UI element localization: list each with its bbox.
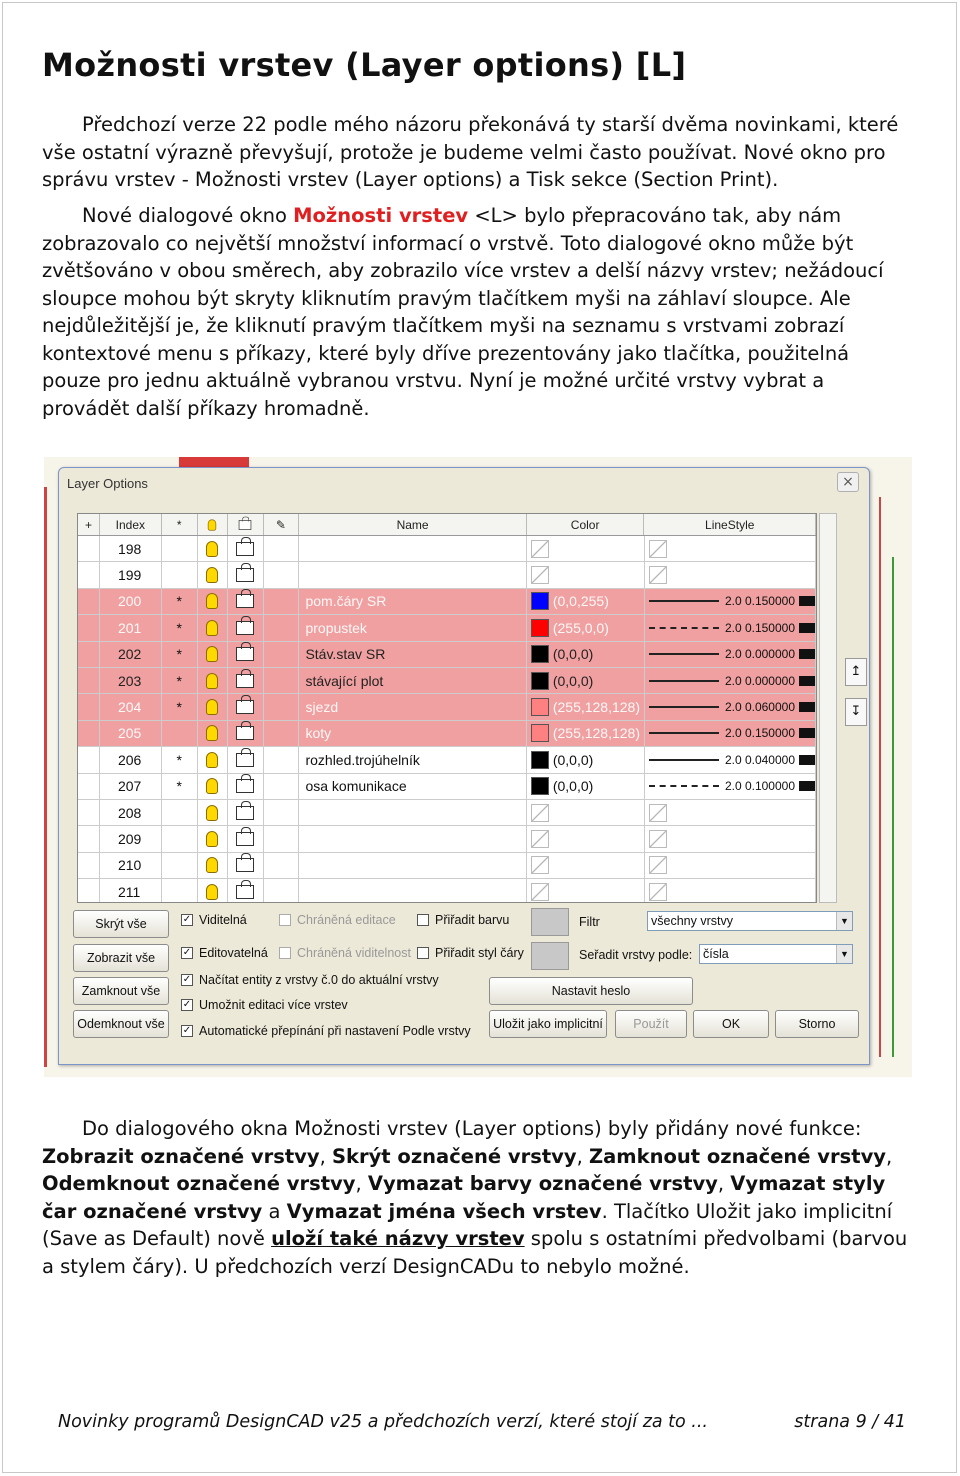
- row-lock[interactable]: [228, 615, 264, 640]
- color-swatch: [531, 724, 549, 742]
- linestyle-sample: [649, 653, 719, 655]
- row-plus: [78, 747, 100, 772]
- table-row[interactable]: [78, 615, 816, 641]
- linestyle-color: [799, 728, 815, 738]
- color-swatch: [531, 619, 549, 637]
- lock-icon: [236, 806, 254, 820]
- cancel-button[interactable]: Storno: [775, 1010, 859, 1038]
- row-index: 210: [100, 853, 162, 878]
- no-color-icon: [531, 540, 549, 558]
- page-title: Možnosti vrstev (Layer options) [L]: [42, 46, 687, 84]
- row-color: (255,0,0): [527, 615, 645, 640]
- no-color-icon: [531, 856, 549, 874]
- row-linestyle: 2.0 0.000000: [645, 668, 817, 693]
- linestyle-sample: [649, 732, 719, 734]
- filter-label: Filtr: [579, 915, 600, 929]
- row-visibility[interactable]: [198, 879, 228, 903]
- row-plus: [78, 774, 100, 799]
- row-index: 208: [100, 800, 162, 825]
- table-row[interactable]: [78, 668, 816, 694]
- row-index: 198: [100, 536, 162, 561]
- row-lock[interactable]: [228, 826, 264, 851]
- col-star[interactable]: *: [162, 514, 198, 535]
- lock-icon: [236, 885, 254, 899]
- auto-switch-checkbox[interactable]: ✓ Automatické přepínání při nastavení Podle vrstvy: [182, 1024, 471, 1038]
- row-current-mark: [162, 721, 198, 746]
- row-current-mark: [162, 800, 198, 825]
- row-name: [299, 562, 526, 587]
- row-linestyle: [645, 826, 817, 851]
- row-current-mark: [162, 879, 198, 903]
- sort-select[interactable]: čísla ▼: [699, 944, 853, 964]
- row-lock[interactable]: [228, 536, 264, 561]
- row-color: (0,0,0): [527, 668, 645, 693]
- linestyle-color: [799, 649, 815, 659]
- row-plus: [78, 879, 100, 903]
- table-row[interactable]: [78, 774, 816, 800]
- row-lock[interactable]: [228, 747, 264, 772]
- bulb-icon: [206, 805, 218, 821]
- row-current-mark: *: [162, 774, 198, 799]
- row-plus: [78, 668, 100, 693]
- hide-all-button[interactable]: Skrýt vše: [73, 910, 169, 938]
- row-color: [527, 853, 645, 878]
- table-row[interactable]: [78, 747, 816, 773]
- footer-title: Novinky programů DesignCAD v25 a předchozích verzí, které stojí za to ...: [58, 1412, 708, 1432]
- row-edit: [264, 668, 300, 693]
- row-linestyle: 2.0 0.040000: [645, 747, 817, 772]
- unlock-all-button[interactable]: Odemknout vše: [73, 1010, 169, 1038]
- row-linestyle: [645, 879, 817, 903]
- no-linestyle-icon: [649, 566, 667, 584]
- row-visibility[interactable]: [198, 721, 228, 746]
- row-edit: [264, 800, 300, 825]
- row-linestyle: 2.0 0.150000: [645, 615, 817, 640]
- row-color: (0,0,0): [527, 642, 645, 667]
- color-swatch: [531, 645, 549, 663]
- row-visibility[interactable]: [198, 589, 228, 614]
- bulb-icon: [206, 752, 218, 768]
- row-current-mark: *: [162, 694, 198, 719]
- row-lock[interactable]: [228, 589, 264, 614]
- row-name: [299, 536, 526, 561]
- row-color: (255,128,128): [527, 694, 645, 719]
- lock-icon: [236, 726, 254, 740]
- row-color: [527, 800, 645, 825]
- assign-style-checkbox[interactable]: Přiřadit styl čáry: [417, 946, 524, 960]
- no-color-icon: [531, 883, 549, 901]
- row-visibility[interactable]: [198, 694, 228, 719]
- table-row[interactable]: [78, 694, 816, 720]
- col-index[interactable]: Index: [100, 514, 162, 535]
- move-down-button[interactable]: ↧: [845, 698, 867, 726]
- col-linestyle[interactable]: LineStyle: [644, 514, 816, 535]
- linestyle-sample: [649, 627, 719, 629]
- linestyle-sample: [649, 600, 719, 602]
- row-index: 209: [100, 826, 162, 851]
- lock-icon: [236, 621, 254, 635]
- row-lock[interactable]: [228, 800, 264, 825]
- row-visibility[interactable]: [198, 800, 228, 825]
- lock-icon: [236, 674, 254, 688]
- row-color: (0,0,0): [527, 747, 645, 772]
- row-index: 200: [100, 589, 162, 614]
- no-color-icon: [531, 566, 549, 584]
- row-color: (0,0,0): [527, 774, 645, 799]
- layer-options-screenshot: [44, 457, 912, 1077]
- color-swatch: [531, 777, 549, 795]
- row-edit: [264, 536, 300, 561]
- row-lock[interactable]: [228, 774, 264, 799]
- no-linestyle-icon: [649, 804, 667, 822]
- row-current-mark: [162, 826, 198, 851]
- linestyle-color: [799, 676, 815, 686]
- row-current-mark: [162, 562, 198, 587]
- row-index: 206: [100, 747, 162, 772]
- bulb-icon: [206, 593, 218, 609]
- highlight-layer-options: Možnosti vrstev: [293, 204, 469, 227]
- row-plus: [78, 615, 100, 640]
- row-name: [299, 826, 526, 851]
- row-visibility[interactable]: [198, 642, 228, 667]
- row-linestyle: 2.0 0.150000: [645, 721, 817, 746]
- col-lock[interactable]: [228, 514, 264, 535]
- linestyle-color: [799, 623, 815, 633]
- col-name[interactable]: Name: [299, 514, 526, 535]
- row-lock[interactable]: [228, 853, 264, 878]
- lock-icon: [236, 647, 254, 661]
- row-current-mark: *: [162, 615, 198, 640]
- row-edit: [264, 694, 300, 719]
- table-row[interactable]: [78, 853, 816, 879]
- row-current-mark: *: [162, 668, 198, 693]
- no-linestyle-icon: [649, 540, 667, 558]
- row-index: 201: [100, 615, 162, 640]
- visible-checkbox[interactable]: ✓ Viditelná: [182, 913, 247, 927]
- col-color[interactable]: Color: [527, 514, 645, 535]
- dialog-title: Layer Options: [67, 476, 148, 491]
- row-plus: [78, 721, 100, 746]
- layer-options-dialog: [58, 467, 870, 1065]
- linestyle-sample: [649, 785, 719, 787]
- row-edit: [264, 721, 300, 746]
- color-swatch: [531, 592, 549, 610]
- row-name: [299, 800, 526, 825]
- row-color: [527, 562, 645, 587]
- table-row[interactable]: [78, 879, 816, 903]
- bulb-icon: [206, 857, 218, 873]
- row-linestyle: 2.0 0.060000: [645, 694, 817, 719]
- row-linestyle: 2.0 0.150000: [645, 589, 817, 614]
- row-visibility[interactable]: [198, 853, 228, 878]
- row-name: koty: [299, 721, 526, 746]
- close-icon[interactable]: ×: [837, 472, 859, 492]
- protected-visibility-checkbox[interactable]: Chráněná viditelnost: [279, 946, 411, 960]
- table-row[interactable]: [78, 721, 816, 747]
- bulb-icon: [206, 831, 218, 847]
- chevron-down-icon: ▼: [836, 945, 852, 963]
- pencil-icon: ✎: [275, 517, 286, 532]
- apply-button[interactable]: Použít: [615, 1010, 687, 1038]
- row-lock[interactable]: [228, 721, 264, 746]
- row-name: rozhled.trojúhelník: [299, 747, 526, 772]
- row-current-mark: [162, 853, 198, 878]
- color-swatch: [531, 751, 549, 769]
- row-lock[interactable]: [228, 879, 264, 903]
- lock-all-button[interactable]: Zamknout vše: [73, 977, 169, 1005]
- row-edit: [264, 562, 300, 587]
- bulb-icon: [206, 620, 218, 636]
- row-index: 204: [100, 694, 162, 719]
- row-visibility[interactable]: [198, 774, 228, 799]
- table-row[interactable]: [78, 589, 816, 615]
- dialog-paragraph: Nové dialogové okno Možnosti vrstev <L> bylo přepracováno tak, aby nám zobrazovalo co největší množství informací o vrstvě. Toto dialogové okno může být zvětšováno v obou směrech, aby zobrazilo více vrstev a delší názvy vrstev; nežádoucí sloupce mohou být skryty kliknutím pravým tlačítkem myši na záhlaví sloupce. Ale nejdůležitější je, že kliknutí pravým tlačítkem myši na seznamu s vrstvami zobrazí kontextové menu s příkazy, které byly dříve prezentovány jako tlačítka, použitelná pouze pro jednu aktuálně vybranou vrstvu. Nyní je možné určité vrstvy vybrat a provádět další příkazy hromadně.: [42, 204, 884, 420]
- row-index: 211: [100, 879, 162, 903]
- lock-icon: [239, 520, 252, 530]
- sort-label: Seřadit vrstvy podle:: [579, 948, 693, 962]
- row-lock[interactable]: [228, 694, 264, 719]
- color-swatch: [531, 698, 549, 716]
- lock-icon: [236, 779, 254, 793]
- row-name: Stáv.stav SR: [299, 642, 526, 667]
- linestyle-color: [799, 702, 815, 712]
- page-footer: [58, 1412, 906, 1432]
- page-number: strana 9 / 41: [794, 1412, 906, 1432]
- bulb-icon: [206, 725, 218, 741]
- bulb-icon: [206, 541, 218, 557]
- bulb-icon: [206, 778, 218, 794]
- row-edit: [264, 747, 300, 772]
- bulb-icon: [206, 884, 218, 900]
- no-linestyle-icon: [649, 830, 667, 848]
- grid-header: [78, 514, 816, 536]
- protected-edit-checkbox[interactable]: Chráněná editace: [279, 913, 396, 927]
- row-color: [527, 536, 645, 561]
- row-index: 199: [100, 562, 162, 587]
- col-plus[interactable]: +: [78, 514, 100, 535]
- row-lock[interactable]: [228, 668, 264, 693]
- row-current-mark: *: [162, 747, 198, 772]
- move-up-button[interactable]: ↥: [845, 658, 867, 686]
- intro-paragraph: Předchozí verze 22 podle mého názoru překonává ty starší dvěma novinkami, které vše ostatní výrazně převyšují, protože je budeme velmi často používat. Nové okno pro správu vrstev - Možnosti vrstev (Layer options) a Tisk sekce (Section Print).: [42, 113, 899, 191]
- show-all-button[interactable]: Zobrazit vše: [73, 944, 169, 972]
- bulb-icon: [206, 567, 218, 583]
- row-plus: [78, 853, 100, 878]
- row-name: pom.čáry SR: [299, 589, 526, 614]
- linestyle-color: [799, 596, 815, 606]
- row-edit: [264, 774, 300, 799]
- row-plus: [78, 694, 100, 719]
- row-linestyle: 2.0 0.100000: [645, 774, 817, 799]
- lock-icon: [236, 700, 254, 714]
- row-plus: [78, 536, 100, 561]
- table-row[interactable]: [78, 642, 816, 668]
- table-row[interactable]: [78, 826, 816, 852]
- row-lock[interactable]: [228, 562, 264, 587]
- row-index: 202: [100, 642, 162, 667]
- row-edit: [264, 642, 300, 667]
- features-paragraph: Do dialogového okna Možnosti vrstev (Layer options) byly přidány nové funkce: Zobrazit označené vrstvy, Skrýt označené vrstvy, Zamknout označené vrstvy, Odemknout označené vrstvy, Vymazat barvy označené vrstvy, Vymazat styly čar označené vrstvy a Vymazat jména všech vrstev. Tlačítko Uložit jako implicitní (Save as Default) nově uloží také názvy vrstev spolu s ostatními předvolbami (barvou a stylem čáry). U předchozích verzí DesignCADu to nebylo možné.: [42, 1117, 908, 1278]
- ok-button[interactable]: OK: [693, 1010, 769, 1038]
- bulb-icon: [208, 519, 216, 530]
- color-preview[interactable]: [531, 908, 569, 936]
- linestyle-color: [799, 781, 815, 791]
- save-default-button[interactable]: Uložit jako implicitní: [489, 1010, 607, 1038]
- row-linestyle: [645, 562, 817, 587]
- load-entity-checkbox[interactable]: ✓ Načítat entity z vrstvy č.0 do aktuální vrstvy: [182, 973, 439, 987]
- row-name: stávající plot: [299, 668, 526, 693]
- row-edit: [264, 615, 300, 640]
- row-name: sjezd: [299, 694, 526, 719]
- row-index: 205: [100, 721, 162, 746]
- linestyle-sample: [649, 680, 719, 682]
- linestyle-sample: [649, 706, 719, 708]
- lock-icon: [236, 858, 254, 872]
- chevron-down-icon: ▼: [836, 912, 852, 930]
- row-plus: [78, 826, 100, 851]
- row-linestyle: [645, 853, 817, 878]
- no-color-icon: [531, 830, 549, 848]
- row-plus: [78, 642, 100, 667]
- row-edit: [264, 853, 300, 878]
- row-color: (0,0,255): [527, 589, 645, 614]
- bulb-icon: [206, 673, 218, 689]
- row-visibility[interactable]: [198, 615, 228, 640]
- lock-icon: [236, 832, 254, 846]
- row-current-mark: *: [162, 589, 198, 614]
- row-visibility[interactable]: [198, 536, 228, 561]
- linestyle-preview[interactable]: [531, 942, 569, 970]
- col-visible[interactable]: [198, 514, 228, 535]
- lock-icon: [236, 594, 254, 608]
- bulb-icon: [206, 699, 218, 715]
- row-name: [299, 853, 526, 878]
- row-name: [299, 879, 526, 903]
- lock-icon: [236, 753, 254, 767]
- row-visibility[interactable]: [198, 562, 228, 587]
- multi-edit-checkbox[interactable]: ✓ Umožnit editaci více vrstev: [182, 998, 348, 1012]
- bulb-icon: [206, 646, 218, 662]
- table-row[interactable]: [78, 562, 816, 588]
- no-linestyle-icon: [649, 856, 667, 874]
- row-linestyle: [645, 800, 817, 825]
- set-password-button[interactable]: Nastavit heslo: [489, 977, 693, 1005]
- assign-color-checkbox[interactable]: Přiřadit barvu: [417, 913, 509, 927]
- lock-icon: [236, 568, 254, 582]
- editable-checkbox[interactable]: ✓ Editovatelná: [182, 946, 268, 960]
- layer-rows: [78, 536, 816, 903]
- row-visibility[interactable]: [198, 747, 228, 772]
- row-linestyle: 2.0 0.000000: [645, 642, 817, 667]
- row-edit: [264, 589, 300, 614]
- row-current-mark: *: [162, 642, 198, 667]
- table-row[interactable]: [78, 536, 816, 562]
- row-name: propustek: [299, 615, 526, 640]
- row-color: (255,128,128): [527, 721, 645, 746]
- row-plus: [78, 589, 100, 614]
- row-linestyle: [645, 536, 817, 561]
- no-linestyle-icon: [649, 883, 667, 901]
- row-visibility[interactable]: [198, 826, 228, 851]
- layer-grid[interactable]: [77, 513, 817, 903]
- row-lock[interactable]: [228, 642, 264, 667]
- row-current-mark: [162, 536, 198, 561]
- table-row[interactable]: [78, 800, 816, 826]
- row-plus: [78, 562, 100, 587]
- grid-scrollbar[interactable]: [819, 513, 837, 903]
- row-edit: [264, 879, 300, 903]
- row-color: [527, 879, 645, 903]
- row-name: osa komunikace: [299, 774, 526, 799]
- linestyle-color: [799, 755, 815, 765]
- col-edit[interactable]: [264, 514, 300, 535]
- row-index: 207: [100, 774, 162, 799]
- row-color: [527, 826, 645, 851]
- lock-icon: [236, 542, 254, 556]
- row-edit: [264, 826, 300, 851]
- no-color-icon: [531, 804, 549, 822]
- color-swatch: [531, 672, 549, 690]
- filter-select[interactable]: všechny vrstvy ▼: [647, 911, 853, 931]
- linestyle-sample: [649, 759, 719, 761]
- row-visibility[interactable]: [198, 668, 228, 693]
- row-index: 203: [100, 668, 162, 693]
- row-plus: [78, 800, 100, 825]
